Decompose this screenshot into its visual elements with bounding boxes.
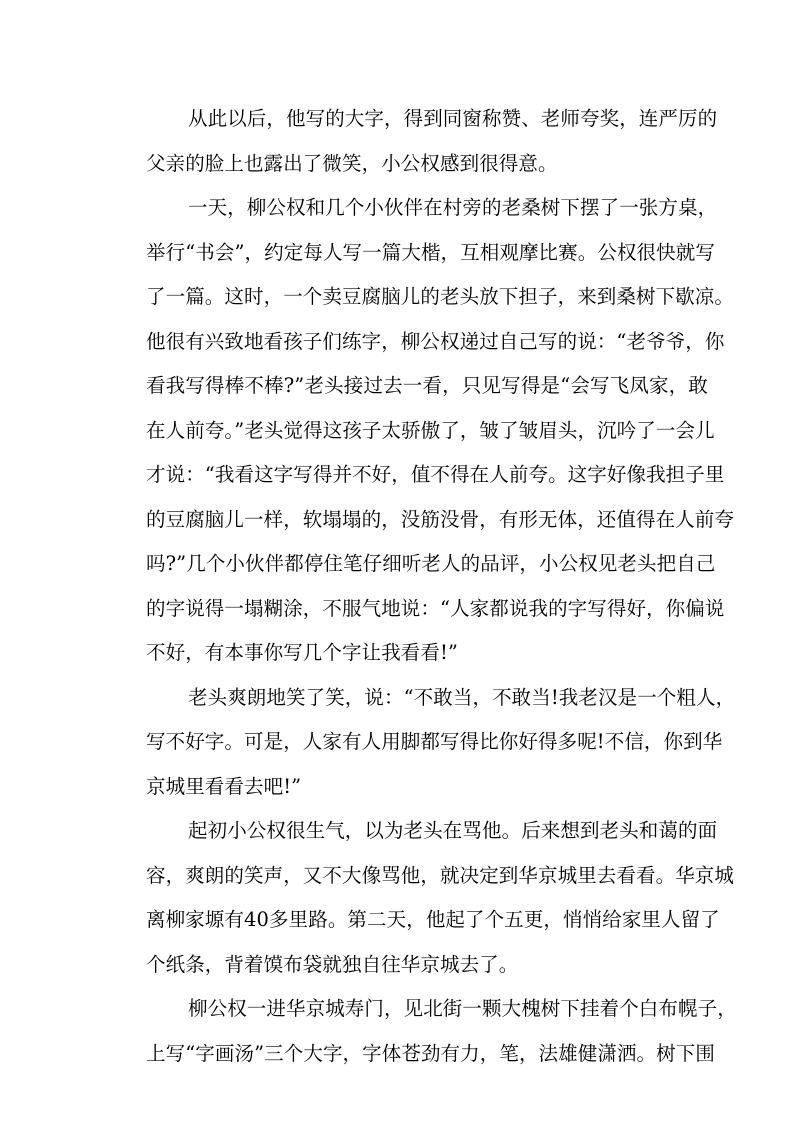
text-line: 看我写得棒不棒?”老头接过去一看，只见写得是“会写飞凤家，敢	[146, 374, 708, 397]
body-text	[146, 97, 737, 1076]
text-line: 他很有兴致地看孩子们练字，柳公权递过自己写的说：“老爷爷，你	[146, 329, 725, 353]
text-line: 在人前夸。”老头觉得这孩子太骄傲了，皱了皱眉头，沉吟了一会儿	[146, 418, 715, 442]
text-line: 才说：“我看这字写得并不好，值不得在人前夸。这字好像我担子里	[146, 463, 725, 486]
text-line: 吗?”几个小伙伴都停住笔仔细听老人的品评，小公权见老头把自己	[146, 552, 716, 575]
text-line: 京城里看看去吧!”	[146, 774, 302, 798]
text-line: 个纸条，背着馍布袋就独自往华京城去了。	[146, 952, 519, 976]
text-line: 了一篇。这时，一个卖豆腐脑儿的老头放下担子，来到桑树下歇凉。	[146, 285, 735, 308]
text-line: 的豆腐脑儿一样，软塌塌的，没筋没骨，有形无体，还值得在人前夸	[146, 507, 735, 531]
text-line: 柳公权一进华京城寿门，见北街一颗大槐树下挂着个白布幌子，	[188, 997, 737, 1020]
text-line: 的字说得一塌糊涂，不服气地说：“人家都说我的字写得好，你偏说	[146, 596, 725, 620]
text-line: 离柳家塬有40多里路。第二天，他起了个五更，悄悄给家里人留了	[146, 908, 720, 931]
text-line: 从此以后，他写的大字，得到同窗称赞、老师夸奖，连严厉的	[188, 107, 718, 130]
text-line: 举行“书会”，约定每人写一篇大楷，互相观摩比赛。公权很快就写	[146, 240, 715, 264]
text-line: 容，爽朗的笑声，又不大像骂他，就决定到华京城里去看看。华京城	[146, 863, 735, 887]
text-line: 老头爽朗地笑了笑，说：“不敢当，不敢当!我老汉是一个粗人，	[188, 685, 736, 709]
text-line: 父亲的脸上也露出了微笑，小公权感到很得意。	[146, 151, 558, 175]
text-line: 不好，有本事你写几个字让我看看!”	[146, 641, 459, 664]
text-line: 写不好字。可是，人家有人用脚都写得比你好得多呢!不信，你到华	[146, 730, 723, 753]
text-line: 上写“字画汤”三个大字，字体苍劲有力，笔，法雄健潇洒。树下围	[146, 1041, 715, 1065]
text-line: 起初小公权很生气，以为老头在骂他。后来想到老头和蔼的面	[188, 819, 718, 842]
text-line: 一天，柳公权和几个小伙伴在村旁的老桑树下摆了一张方桌，	[188, 196, 718, 219]
